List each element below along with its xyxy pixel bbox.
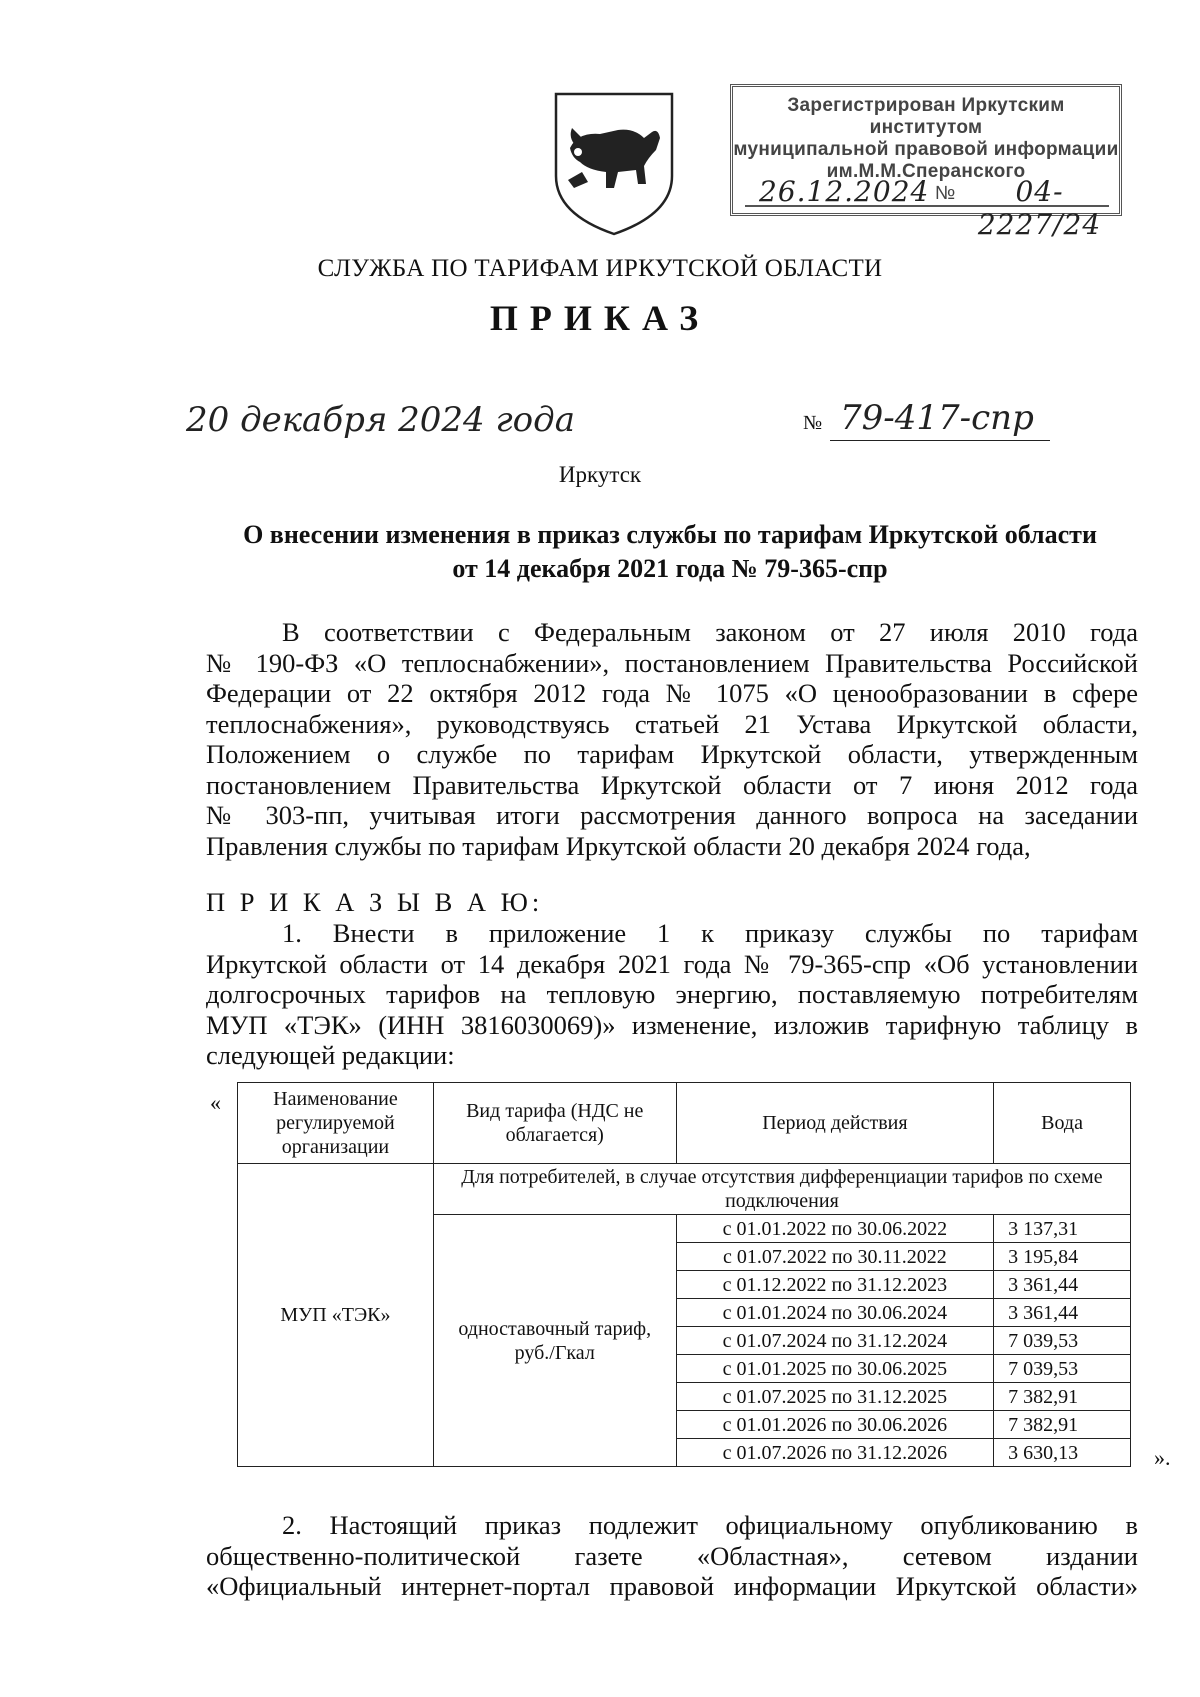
paragraph-item-2 (206, 1510, 1138, 1602)
text-line: Положением о службе по тарифам Иркутской области, утвержденным (206, 739, 1138, 769)
text-line: МУП «ТЭК» (ИНН 3816030069)» изменение, изложив тарифную таблицу в (206, 1009, 1138, 1040)
value-cell: 3 137,31 (994, 1215, 1131, 1243)
handwritten-order-number: 79-417-спр (840, 398, 1034, 438)
header-tariff-type: Вид тарифа (НДС не облагается) (433, 1083, 676, 1164)
text-line: Федерации от 22 октября 2012 года № 1075 «О ценообразовании в сфере (206, 678, 1138, 708)
order-number-label: № (803, 412, 823, 434)
period-cell: с 01.12.2022 по 31.12.2023 (676, 1271, 994, 1299)
header-organization: Наименование регулируемой организации (238, 1083, 434, 1164)
period-cell: с 01.01.2022 по 30.06.2022 (676, 1215, 994, 1243)
stamp-number-sign: № (935, 183, 956, 204)
text-line: № 303-пп, учитывая итоги рассмотрения данного вопроса на заседании (206, 800, 1138, 830)
stamp-line-2: муниципальной правовой информации (733, 139, 1119, 160)
table-row (238, 1164, 1131, 1215)
text-line: № 190-ФЗ «О теплоснабжении», постановлением Правительства Российской (206, 647, 1138, 678)
registration-stamp (730, 84, 1122, 241)
paragraph-preamble (206, 617, 1138, 861)
stamp-underline (745, 205, 1109, 207)
text-line: 1. Внести в приложение 1 к приказу службы по тарифам (282, 918, 1138, 948)
paragraph-item-1 (206, 918, 1138, 1071)
period-cell: с 01.07.2024 по 31.12.2024 (676, 1327, 994, 1355)
text-line: Правления службы по тарифам Иркутской области 20 декабря 2024 года, (206, 830, 1031, 861)
period-cell: с 01.01.2025 по 30.06.2025 (676, 1355, 994, 1383)
value-cell: 7 382,91 (994, 1383, 1131, 1411)
period-cell: с 01.01.2024 по 30.06.2024 (676, 1299, 994, 1327)
stamp-line-1: Зарегистрирован Иркутским институтом (787, 95, 1065, 138)
stamp-registration-number: 04-2227/24 (977, 175, 1102, 241)
tariff-kind-cell: одноставочный тариф, руб./Гкал (433, 1215, 676, 1467)
consumer-note-cell: Для потребителей, в случае отсутствия дифференциации тарифов по схеме подключения (433, 1164, 1130, 1215)
period-cell: с 01.07.2026 по 31.12.2026 (676, 1439, 994, 1467)
text-line: теплоснабжения», руководствуясь статьей 21 Устава Иркутской области, (206, 708, 1138, 739)
coat-of-arms-emblem (548, 88, 680, 238)
value-cell: 7 382,91 (994, 1411, 1131, 1439)
text-line: В соответствии с Федеральным законом от 27 июля 2010 года (282, 617, 1138, 647)
table-close-quote: ». (1154, 1445, 1171, 1470)
value-cell: 7 039,53 (994, 1327, 1131, 1355)
tariff-table (237, 1082, 1131, 1467)
text-line: долгосрочных тарифов на тепловую энергию, поставляемую потребителям (206, 979, 1138, 1009)
value-cell: 7 039,53 (994, 1355, 1131, 1383)
stamp-registration-row (745, 175, 1109, 241)
table-header-row (238, 1083, 1131, 1164)
value-cell: 3 361,44 (994, 1299, 1131, 1327)
title-line-2: от 14 декабря 2021 года № 79-365-спр (452, 554, 888, 583)
stamp-line-3: им.М.М.Сперанского (826, 161, 1026, 182)
text-line: 2. Настоящий приказ подлежит официальному опубликованию в (282, 1510, 1138, 1540)
header-period: Период действия (676, 1083, 994, 1164)
text-line: общественно-политической газете «Областная», сетевом издании (206, 1540, 1138, 1571)
agency-name: СЛУЖБА ПО ТАРИФАМ ИРКУТСКОЙ ОБЛАСТИ (317, 255, 883, 282)
value-cell: 3 361,44 (994, 1271, 1131, 1299)
document-title (200, 518, 1140, 586)
stamp-registration-date: 26.12.2024 (759, 175, 930, 208)
order-word: П Р И К А З Ы В А Ю: (206, 887, 544, 917)
period-cell: с 01.07.2022 по 30.11.2022 (676, 1243, 994, 1271)
order-number-underline (830, 440, 1050, 441)
organization-cell: МУП «ТЭК» (238, 1164, 434, 1467)
text-line: «Официальный интернет-портал правовой информации Иркутской области» (206, 1571, 1138, 1601)
city-name: Иркутск (558, 462, 642, 487)
table-open-quote: « (210, 1090, 221, 1115)
text-line: постановлением Правительства Иркутской области от 7 июня 2012 года (206, 769, 1138, 800)
period-cell: с 01.07.2025 по 31.12.2025 (676, 1383, 994, 1411)
header-water: Вода (994, 1083, 1131, 1164)
title-line-1: О внесении изменения в приказ службы по тарифам Иркутской области (243, 520, 1097, 549)
value-cell: 3 195,84 (994, 1243, 1131, 1271)
document-type: ПРИКАЗ (489, 298, 711, 338)
period-cell: с 01.01.2026 по 30.06.2026 (676, 1411, 994, 1439)
value-cell: 3 630,13 (994, 1439, 1131, 1467)
text-line: следующей редакции: (206, 1040, 455, 1070)
text-line: Иркутской области от 14 декабря 2021 года № 79-365-спр «Об установлении (206, 948, 1138, 979)
handwritten-date: 20 декабря 2024 года (186, 400, 575, 440)
